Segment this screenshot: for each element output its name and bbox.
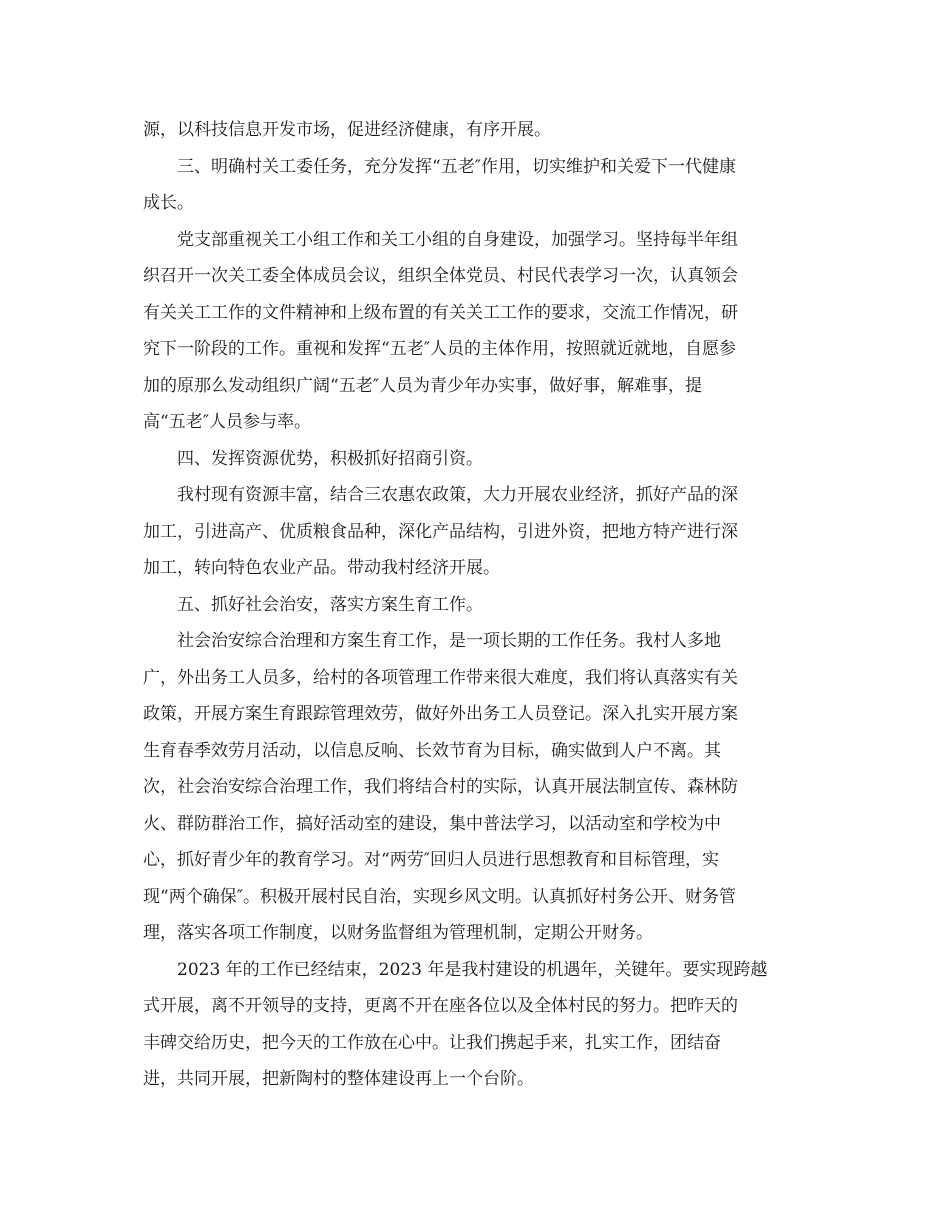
text-line: 火、群防群治工作，搞好活动室的建设，集中普法学习，以活动室和学校为中	[143, 813, 721, 834]
text-line: 理，落实各项工作制度，以财务监督组为管理机制，定期公开财务。	[143, 923, 653, 943]
text-line: 社会治安综合治理和方案生育工作，是一项长期的工作任务。我村人多地	[177, 631, 721, 651]
section-heading: 五、抓好社会治安，落实方案生育工作。	[177, 594, 483, 615]
text-line: 高“五老″人员参与率。	[143, 412, 312, 432]
text-line: 政策，开展方案生育跟踪管理效劳，做好外出务工人员登记。深入扎实开展方案	[143, 704, 738, 724]
text-line: 究下一阶段的工作。重视和发挥“五老″人员的主体作用，按照就近就地，自愿参	[143, 339, 737, 359]
text-line: 加工，转向特色农业产品。带动我村经济开展。	[143, 558, 500, 578]
section-heading: 四、发挥资源优势，积极抓好招商引资。	[177, 448, 483, 469]
document-body	[143, 112, 807, 1098]
text-line: 次，社会治安综合治理工作，我们将结合村的实际，认真开展法制宣传、森林防	[143, 777, 738, 797]
text-line: 党支部重视关工小组工作和关工小组的自身建设，加强学习。坚持每半年组	[177, 229, 738, 250]
text-line: 加工，引进高产、优质粮食品种，深化产品结构，引进外资，把地方特产进行深	[143, 521, 738, 542]
text-line: 成长。	[143, 193, 194, 213]
section-heading: 三、明确村关工委任务，充分发挥“五老″作用，切实维护和关爱下一代健康	[177, 156, 737, 177]
text-line: 有关关工工作的文件精神和上级布置的有关关工工作的要求，交流工作情况，研	[143, 302, 738, 323]
text-line: 2023 年的工作已经结束，2023 年是我村建设的机遇年，关键年。要实现跨越	[177, 959, 768, 980]
text-line: 生育春季效劳月活动，以信息反响、长效节育为目标，确实做到人户不离。其	[143, 740, 721, 761]
text-line: 织召开一次关工委全体成员会议，组织全体党员、村民代表学习一次，认真领会	[143, 266, 738, 286]
text-line: 现“两个确保″。积极开展村民自治，实现乡风文明。认真抓好村务公开、财务管	[143, 886, 737, 907]
text-line: 式开展，离不开领导的支持，更离不开在座各位以及全体村民的努力。把昨天的	[143, 996, 738, 1016]
text-line: 丰碑交给历史，把今天的工作放在心中。让我们携起手来，扎实工作，团结奋	[143, 1032, 721, 1053]
text-line: 我村现有资源丰富，结合三农惠农政策，大力开展农业经济，抓好产品的深	[177, 485, 738, 505]
text-line: 进，共同开展，把新陶村的整体建设再上一个台阶。	[143, 1069, 534, 1089]
text-line: 加的原那么发动组织广阔“五老″人员为青少年办实事，做好事，解难事，提	[143, 375, 703, 396]
text-line: 源，以科技信息开发市场，促进经济健康，有序开展。	[143, 120, 551, 140]
text-line: 广，外出务工人员多，给村的各项管理工作带来很大难度，我们将认真落实有关	[143, 667, 738, 688]
text-line: 心，抓好青少年的教育学习。对“两劳″回归人员进行思想教育和目标管理，实	[143, 850, 720, 870]
